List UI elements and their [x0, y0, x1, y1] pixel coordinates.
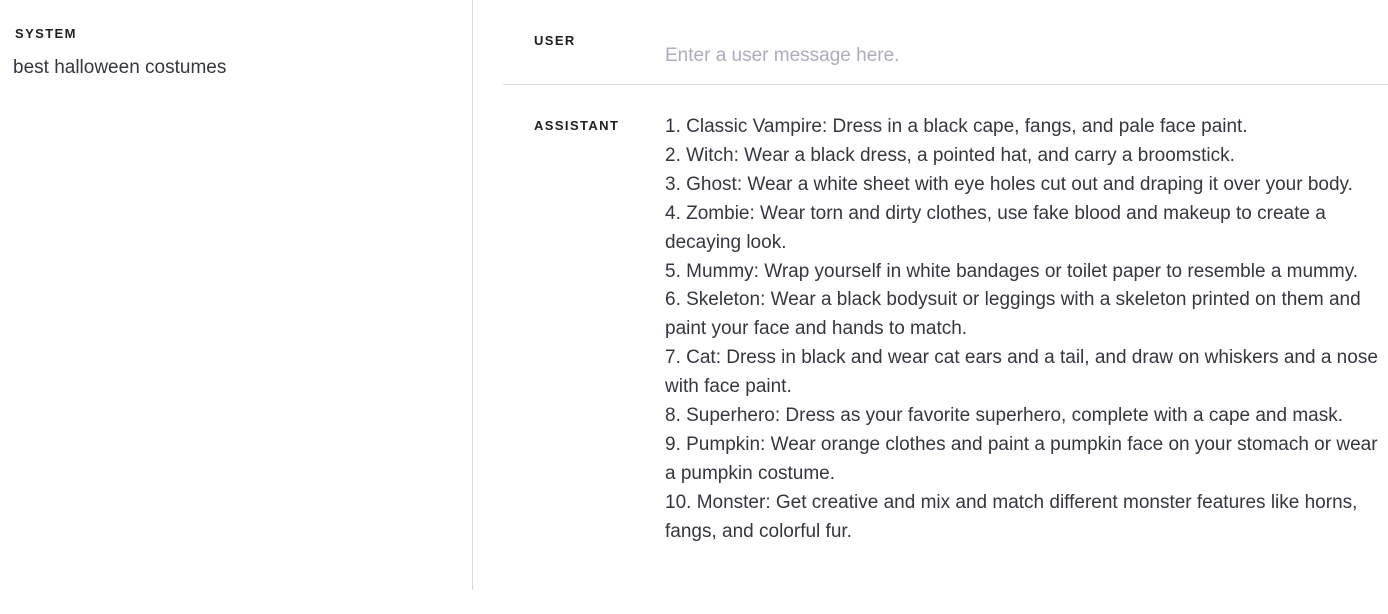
chat-panel	[473, 0, 1388, 590]
assistant-message-row	[503, 113, 1388, 547]
assistant-line: 3. Ghost: Wear a white sheet with eye holes cut out and draping it over your body.	[665, 173, 1353, 195]
system-panel	[0, 0, 473, 590]
user-message-row	[503, 0, 1388, 85]
assistant-line: 8. Superhero: Dress as your favorite superhero, complete with a cape and mask.	[665, 405, 1344, 427]
system-message-input[interactable]: best halloween costumes	[13, 57, 227, 78]
assistant-line: 6. Skeleton: Wear a black bodysuit or leggings with a skeleton printed on them and paint your face and hands to match.	[665, 289, 1361, 340]
user-role-label[interactable]: USER	[534, 33, 576, 48]
assistant-line: 5. Mummy: Wrap yourself in white bandages or toilet paper to resemble a mummy.	[665, 260, 1359, 282]
assistant-line: 2. Witch: Wear a black dress, a pointed hat, and carry a broomstick.	[665, 144, 1235, 166]
assistant-role-label[interactable]: ASSISTANT	[534, 118, 620, 133]
assistant-line: 10. Monster: Get creative and mix and match different monster features like horns, fangs, and colorful fur.	[665, 491, 1358, 542]
assistant-line: 4. Zombie: Wear torn and dirty clothes, use fake blood and makeup to create a decaying look.	[665, 202, 1326, 253]
assistant-message-content[interactable]	[665, 113, 1388, 547]
system-label: SYSTEM	[15, 26, 77, 41]
assistant-line: 9. Pumpkin: Wear orange clothes and paint a pumpkin face on your stomach or wear a pumpkin costume.	[665, 433, 1378, 484]
user-message-input[interactable]	[665, 28, 1365, 84]
assistant-line: 1. Classic Vampire: Dress in a black cape, fangs, and pale face paint.	[665, 116, 1248, 137]
assistant-line: 7. Cat: Dress in black and wear cat ears and a tail, and draw on whiskers and a nose with face paint.	[665, 347, 1378, 398]
